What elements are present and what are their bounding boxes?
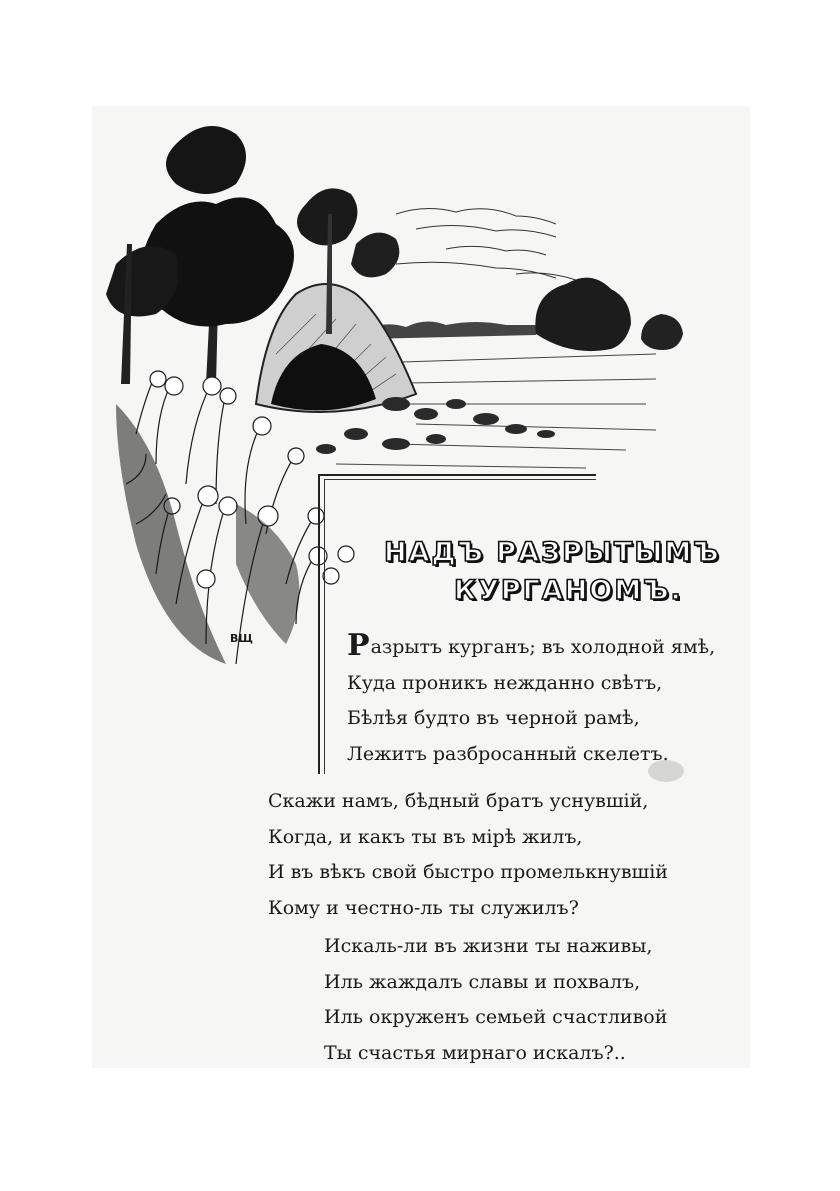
stanza-2-line-1: Скажи намъ, бѣдный братъ уснувшій, xyxy=(268,790,649,812)
stanza-1-line-4: Лежитъ разбросанный скелетъ. xyxy=(347,742,669,765)
frame-rule-left xyxy=(318,474,320,774)
stanza-1-line-3: Бѣлѣя будто въ черной рамѣ, xyxy=(347,707,640,729)
cloud-lines xyxy=(396,208,576,280)
stanza-2-line-4: Кому и честно-ль ты служилъ? xyxy=(268,896,579,919)
stanza-1-line-2: Куда проникъ нежданно свѣтъ, xyxy=(347,671,663,694)
stanza-3-line-4: Ты счастья мирнаго искалъ?.. xyxy=(324,1041,626,1064)
foreground-shading xyxy=(116,404,299,664)
stanza-2-line-2: Когда, и какъ ты въ мірѣ жилъ, xyxy=(268,825,583,848)
drop-cap: Р xyxy=(347,628,370,663)
frame-rule-left-inner xyxy=(324,479,325,774)
far-right-bush xyxy=(641,314,683,350)
stanza-1-line-1: Разрытъ курганъ; въ холодной ямѣ, xyxy=(347,628,716,663)
burial-mound-engraving xyxy=(96,104,696,704)
stanza-3 xyxy=(324,929,667,1071)
stanza-3-line-2: Иль жаждалъ славы и похвалъ, xyxy=(324,970,641,993)
poem-title-line1: НАДЪ РАЗРЫТЫМЪ xyxy=(384,537,721,568)
poem-title xyxy=(384,534,724,610)
right-bush xyxy=(535,278,631,351)
illustrator-signature: ВЩ xyxy=(230,632,253,645)
stanza-2 xyxy=(268,784,668,926)
stanza-2-line-3: И въ вѣкъ свой быстро промелькнувшій xyxy=(268,861,668,883)
stanza-3-line-1: Искаль-ли въ жизни ты наживы, xyxy=(324,935,653,957)
poem-title-line2: КУРГАНОМЪ. xyxy=(454,575,683,606)
frame-rule-top-inner xyxy=(324,479,596,480)
stanza-3-line-3: Иль окруженъ семьей счастливой xyxy=(324,1006,668,1028)
frame-rule-top xyxy=(318,474,596,476)
stanza-1 xyxy=(347,630,715,772)
horizon-treeline xyxy=(366,321,536,339)
